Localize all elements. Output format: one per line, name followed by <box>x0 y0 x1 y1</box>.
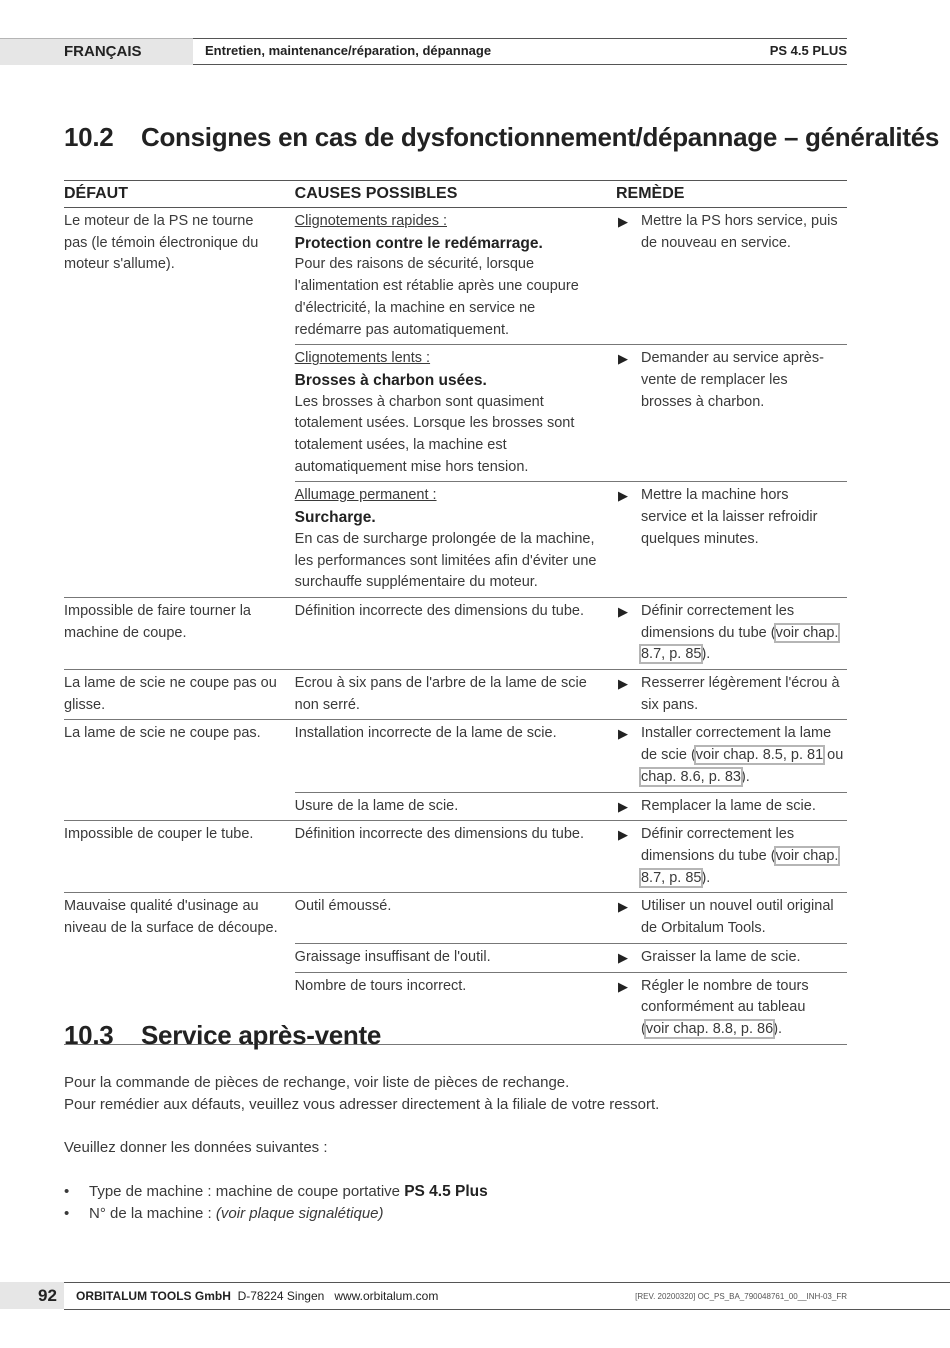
column-header-causes: CAUSES POSSIBLES <box>295 181 616 208</box>
company-info: ORBITALUM TOOLS GmbH D-78224 Singen www.orbitalum.com <box>76 1289 439 1303</box>
arrow-right-icon: ▶ <box>617 676 628 692</box>
remedy-cell: ▶ Mettre la machine hors service et la laisser refroidir quelques minutes. <box>616 482 847 598</box>
cause-cell: Outil émoussé. <box>295 893 616 943</box>
arrow-right-icon: ▶ <box>617 726 628 742</box>
cause-cell: Ecrou à six pans de l'arbre de la lame de scie non serré. <box>295 670 616 720</box>
chapter-title: Entretien, maintenance/réparation, dépannage <box>205 43 492 58</box>
column-header-remedy: REMÈDE <box>616 181 847 208</box>
cause-cell: Nombre de tours incorrect. <box>295 972 616 1044</box>
service-instruction: Veuillez donner les données suivantes : <box>64 1139 328 1156</box>
remedy-cell: ▶ Remplacer la lame de scie. <box>616 792 847 821</box>
table-row <box>64 670 847 720</box>
page-header <box>0 38 950 65</box>
remedy-cell: ▶ Resserrer légèrement l'écrou à six pans. <box>616 670 847 720</box>
remedy-cell: ▶ Utiliser un nouvel outil original de Orbitalum Tools. <box>616 893 847 943</box>
page-number: 92 <box>38 1286 57 1305</box>
remedy-cell: ▶ Mettre la PS hors service, puis de nouveau en service. <box>617 213 838 251</box>
table-row <box>64 720 847 792</box>
page-footer <box>0 1282 950 1310</box>
table-row <box>64 893 847 943</box>
remedy-cell: ▶ Régler le nombre de tours conformément au tableau (voir chap. 8.8, p. 86). <box>616 972 847 1044</box>
defect-cell: Mauvaise qualité d'usinage au niveau de la surface de découpe. <box>64 893 295 1044</box>
defect-cell: La lame de scie ne coupe pas ou glisse. <box>64 670 295 720</box>
remedy-cell: ▶ Installer correctement la lame de scie (voir chap. 8.5, p. 81 ou chap. 8.6, p. 83). <box>616 720 847 792</box>
arrow-right-icon: ▶ <box>617 949 628 965</box>
list-item: • N° de la machine : (voir plaque signalétique) <box>64 1205 384 1222</box>
remedy-cell: ▶ Graisser la lame de scie. <box>616 943 847 972</box>
list-item: • Type de machine : machine de coupe portative PS 4.5 Plus <box>64 1183 488 1200</box>
service-paragraph: Pour la commande de pièces de rechange, voir liste de pièces de rechange. Pour remédier aux défauts, veuillez vous adresser directement à la filiale de votre ressort. <box>64 1074 660 1113</box>
table-row <box>64 208 847 345</box>
arrow-right-icon: ▶ <box>617 978 628 994</box>
cause-cell: Clignotements lents : Brosses à charbon usées. Les brosses à charbon sont quasiment totalement usées. Lorsque les brosses sont totalement usées, la machine est automatiquement mise hors tension. <box>295 345 616 482</box>
revision-code: [REV. 20200320] OC_PS_BA_790048761_00__INH-03_FR <box>635 1292 847 1301</box>
chapter-link[interactable]: voir chap. 8.7, p. 85 <box>640 624 839 663</box>
chapter-link[interactable]: chap. 8.6, p. 83 <box>640 768 741 785</box>
defect-cell: La lame de scie ne coupe pas. <box>64 720 295 821</box>
arrow-right-icon: ▶ <box>617 899 628 915</box>
product-name: PS 4.5 PLUS <box>769 43 847 58</box>
table-row <box>64 821 847 893</box>
chapter-link[interactable]: voir chap. 8.8, p. 86 <box>645 1020 774 1037</box>
language-tab <box>0 38 193 65</box>
language-label: FRANÇAIS <box>64 43 142 60</box>
defect-cell: Le moteur de la PS ne tourne pas (le témoin électronique du moteur s'allume). <box>64 213 259 273</box>
cause-cell: Clignotements rapides : Protection contre le redémarrage. Pour des raisons de sécurité, lorsque l'alimentation est rétablie après une coupure d'électricité, la machine en service ne redémarre pas automatiquement. <box>294 213 579 338</box>
remedy-cell: ▶ Définir correctement les dimensions du tube (voir chap. 8.7, p. 85). <box>616 821 847 893</box>
defect-cell: Impossible de couper le tube. <box>64 821 295 893</box>
arrow-right-icon: ▶ <box>617 827 628 843</box>
arrow-right-icon: ▶ <box>617 798 628 814</box>
cause-cell: Graissage insuffisant de l'outil. <box>295 943 616 972</box>
cause-cell: Usure de la lame de scie. <box>295 792 616 821</box>
cause-cell: Définition incorrecte des dimensions du tube. <box>295 597 616 669</box>
arrow-right-icon: ▶ <box>617 488 628 504</box>
page-number-tab <box>0 1282 64 1309</box>
arrow-right-icon: ▶ <box>617 603 628 619</box>
cause-cell: Installation incorrecte de la lame de scie. <box>295 720 616 792</box>
column-header-defect: DÉFAUT <box>64 181 295 208</box>
remedy-cell: ▶ Demander au service après-vente de remplacer les brosses à charbon. <box>616 345 847 482</box>
chapter-link[interactable]: voir chap. 8.7, p. 85 <box>640 847 839 886</box>
arrow-right-icon: ▶ <box>617 351 628 367</box>
cause-cell: Allumage permanent : Surcharge. En cas de surcharge prolongée de la machine, les performances sont limitées afin d'éviter une surchauffe supplémentaire du moteur. <box>295 482 616 598</box>
section-heading-10-3: 10.3 Service après-vente <box>64 1020 382 1050</box>
chapter-link[interactable]: voir chap. 8.5, p. 81 <box>695 747 824 764</box>
troubleshooting-table <box>64 180 847 1045</box>
remedy-cell: ▶ Définir correctement les dimensions du tube (voir chap. 8.7, p. 85). <box>616 597 847 669</box>
section-heading-10-2: 10.2 Consignes en cas de dysfonctionnement/dépannage – généralités <box>64 122 940 152</box>
arrow-right-icon: ▶ <box>617 214 628 229</box>
defect-cell: Impossible de faire tourner la machine de coupe. <box>64 597 295 669</box>
cause-cell: Définition incorrecte des dimensions du tube. <box>295 821 616 893</box>
table-row <box>64 597 847 669</box>
